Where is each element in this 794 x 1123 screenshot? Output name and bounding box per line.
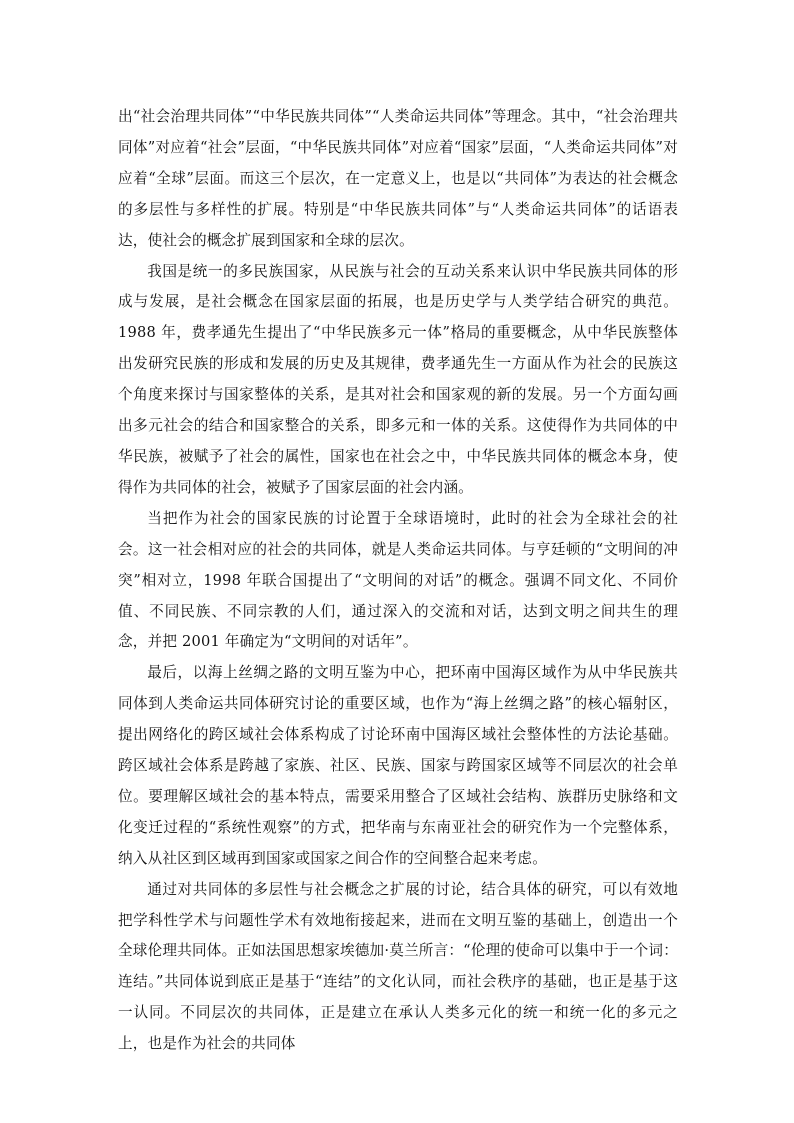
document-body bbox=[118, 102, 678, 1060]
paragraph-conclusion: 通过对共同体的多层性与社会概念之扩展的讨论，结合具体的研究，可以有效地把学科性学术与问题性学术有效地衔接起来，进而在文明互鉴的基础上，创造出一个全球伦理共同体。正如法国思想家埃德加·莫兰所言：“伦理的使命可以集中于一个词：连结。”共同体说到底正是基于“连结”的文化认同，而社会秩序的基础，也正是基于这一认同。不同层次的共同体，正是建立在承认人类多元化的统一和统一化的多元之上，也是作为社会的共同体 bbox=[118, 880, 678, 1053]
paragraph-global-society: 当把作为社会的国家民族的讨论置于全球语境时，此时的社会为全球社会的社会。这一社会相对应的社会的共同体，就是人类命运共同体。与亨廷顿的“文明间的冲突”相对立，1998 年联合国提出了“文明间的对话”的概念。强调不同文化、不同价值、不同民族、不同宗教的人们，通过深入的交流和对话，达到文明之间共生的理念，并把 2001 年确定为“文明间的对话年”。 bbox=[118, 509, 678, 651]
paragraph-maritime-silk-road: 最后，以海上丝绸之路的文明互鉴为中心，把环南中国海区域作为从中华民族共同体到人类命运共同体研究讨论的重要区域，也作为“海上丝绸之路”的核心辐射区，提出网络化的跨区域社会体系构成了讨论环南中国海区域社会整体性的方法论基础。跨区域社会体系是跨越了家族、社区、民族、国家与跨国家区域等不同层次的社会单位。要理解区域社会的基本特点，需要采用整合了区域社会结构、族群历史脉络和文化变迁过程的“系统性观察”的方式，把华南与东南亚社会的研究作为一个完整体系，纳入从社区到区域再到国家或国家之间合作的空间整合起来考虑。 bbox=[118, 664, 678, 867]
paragraph-continuation: 出“社会治理共同体”“中华民族共同体”“人类命运共同体”等理念。其中，“社会治理共同体”对应着“社会”层面，“中华民族共同体”对应着“国家”层面，“人类命运共同体”对应着“全球”层面。而这三个层次，在一定意义上，也是以“共同体”为表达的社会概念的多层性与多样性的扩展。特别是“中华民族共同体”与“人类命运共同体”的话语表达，使社会的概念扩展到国家和全球的层次。 bbox=[118, 108, 678, 249]
paragraph-ethnic-nation: 我国是统一的多民族国家，从民族与社会的互动关系来认识中华民族共同体的形成与发展，是社会概念在国家层面的拓展，也是历史学与人类学结合研究的典范。1988 年，费孝通先生提出了“中华民族多元一体”格局的重要概念，从中华民族整体出发研究民族的形成和发展的历史及其规律，费孝通先生一方面从作为社会的民族这个角度来探讨与国家整体的关系，是其对社会和国家观的新的发展。另一个方面勾画出多元社会的结合和国家整合的关系，即多元和一体的关系。这使得作为共同体的中华民族，被赋予了社会的属性，国家也在社会之中，中华民族共同体的概念本身，使得作为共同体的社会，被赋予了国家层面的社会内涵。 bbox=[118, 262, 678, 496]
